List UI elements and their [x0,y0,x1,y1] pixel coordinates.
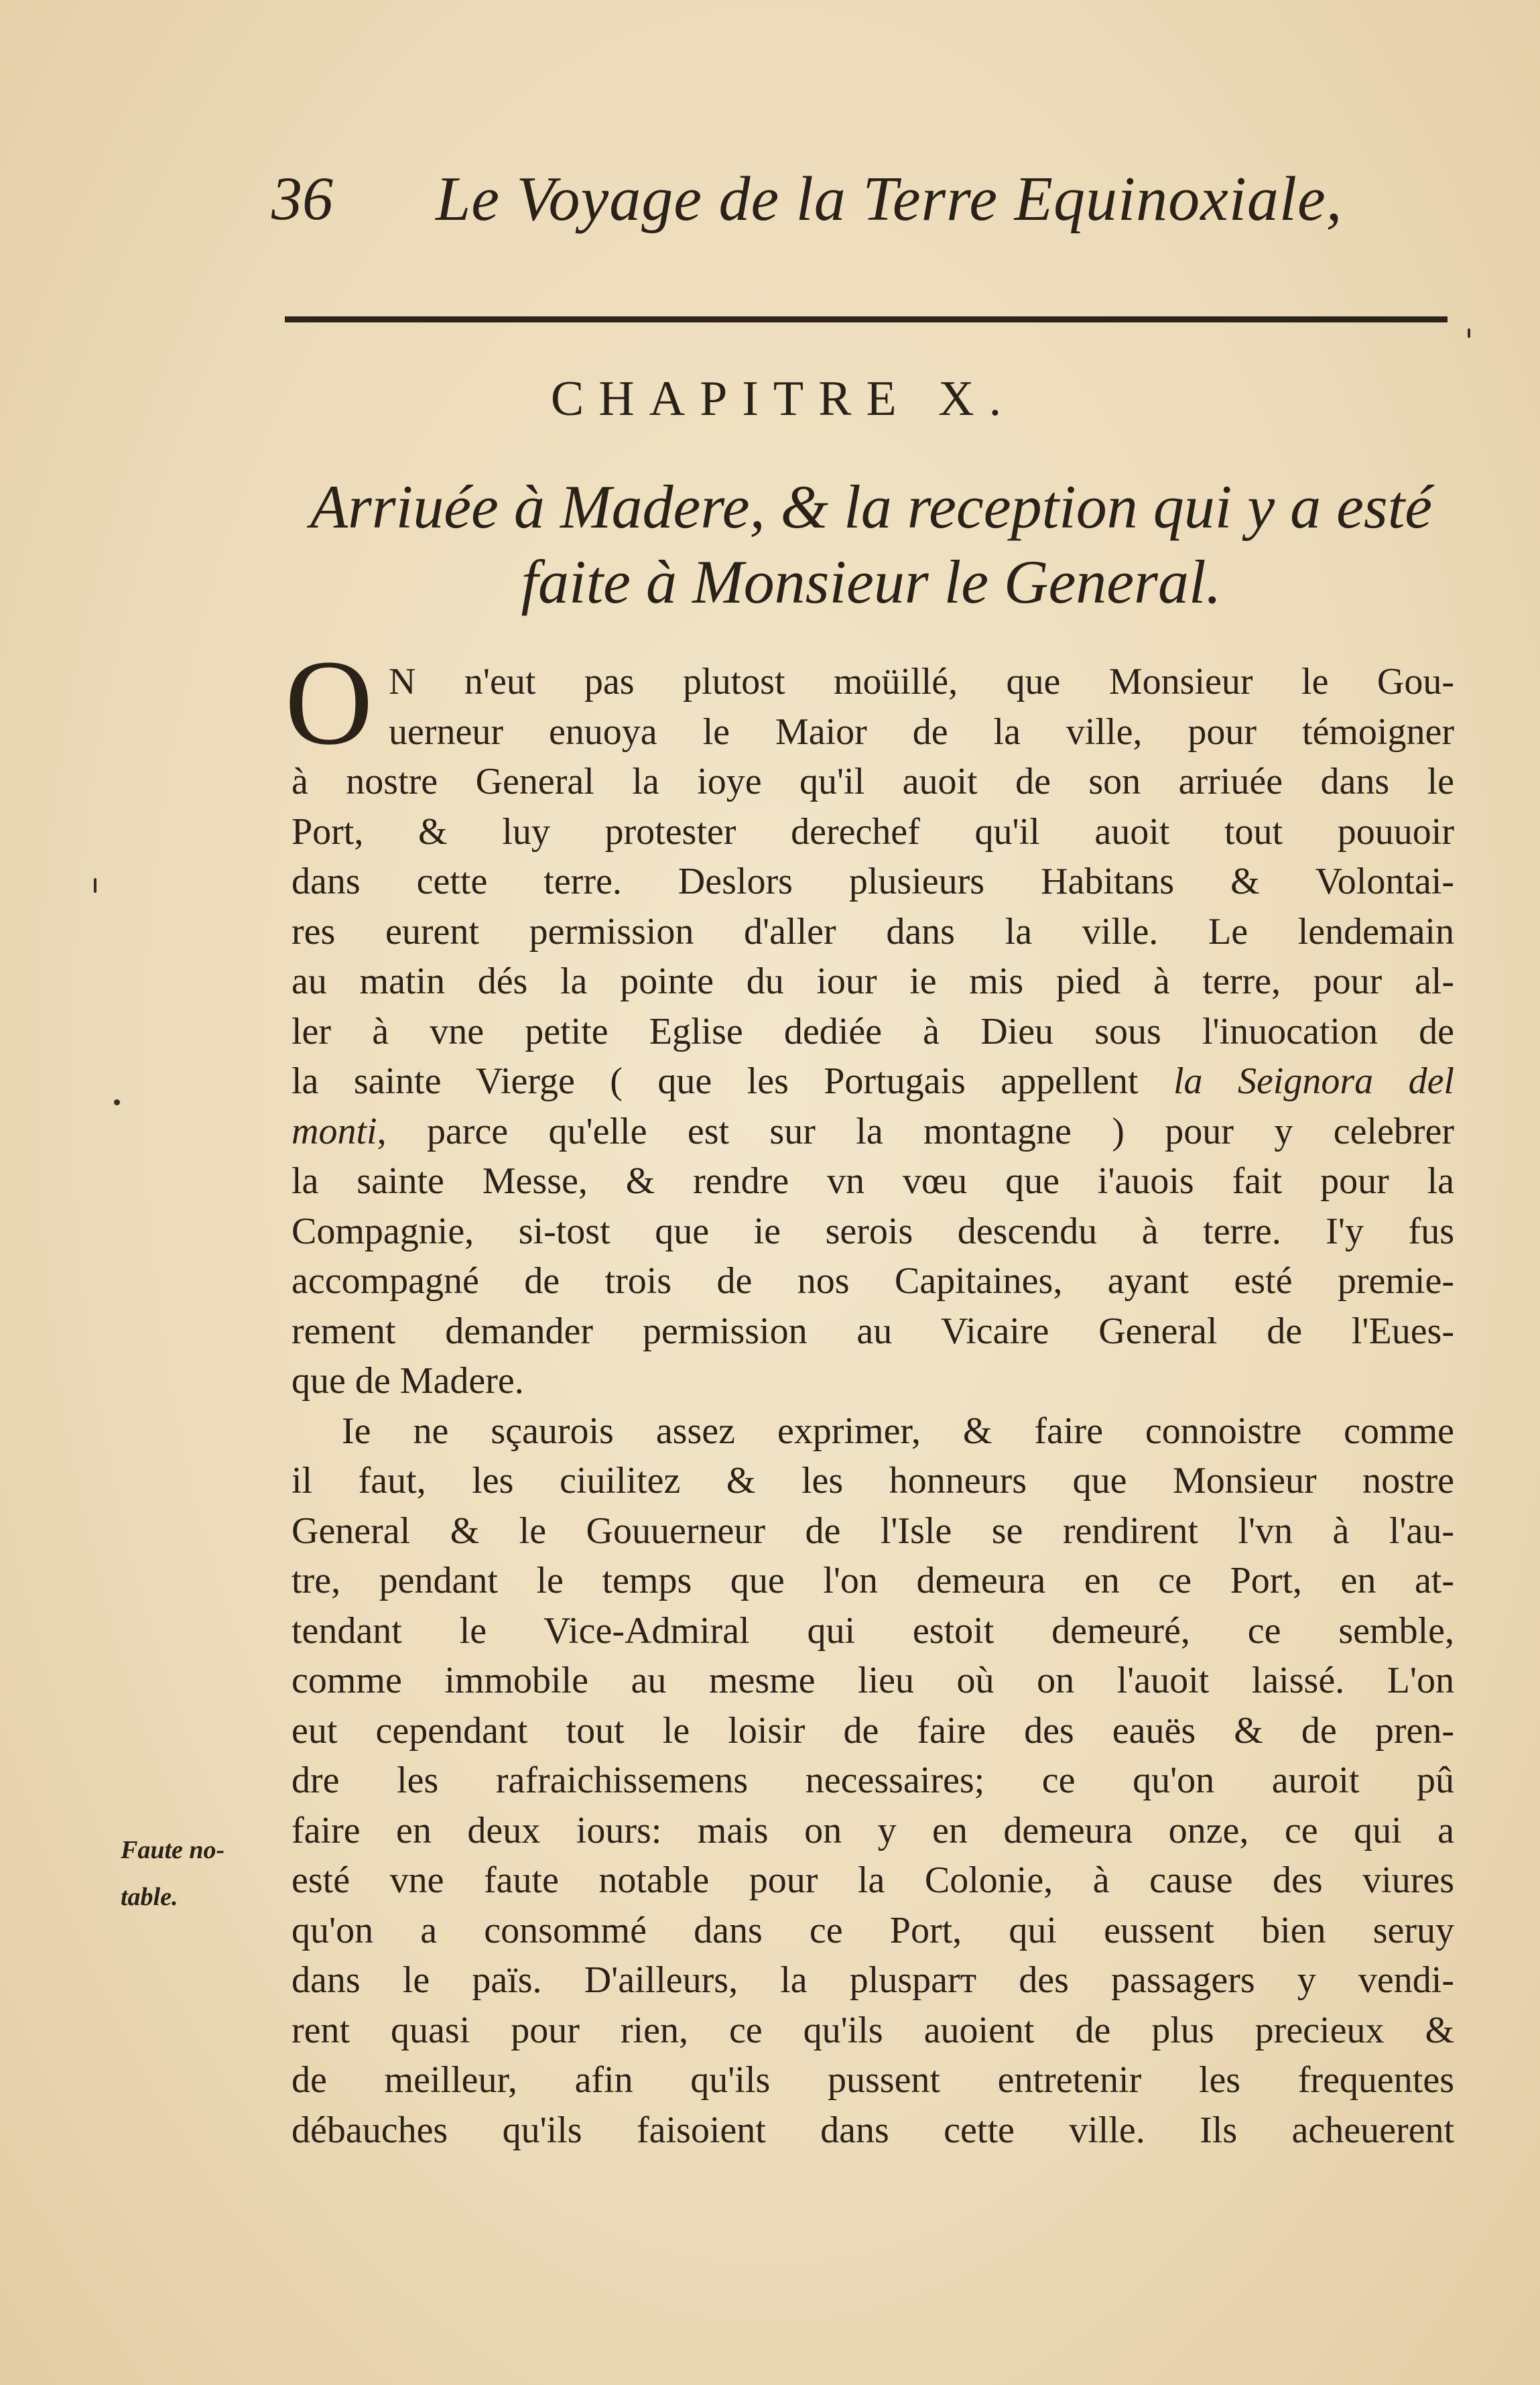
text-line: uerneur enuoya le Maior de la ville, pour témoigner [389,711,1454,753]
text-line: Ie ne sçaurois assez exprimer, & faire connoistre comme [342,1410,1454,1452]
text-line: dre les rafraichissemens necessaires; ce qu'on auroit pû [292,1760,1454,1801]
text-line: dans le païs. D'ailleurs, la plusparт des passagers y vendi- [292,1959,1454,2001]
text-line: il faut, les ciuilitez & les honneurs que Monsieur nostre [292,1460,1454,1502]
text-line: tendant le Vice-Admiral qui estoit demeuré, ce semble, [292,1609,1454,1652]
italic-phrase: la Seignora del [1173,1060,1454,1102]
text-line: esté vne faute notable pour la Colonie, à cause des viures [292,1859,1454,1901]
text-line: que de Madere. [292,1360,524,1402]
margin-note-line: Faute no- [121,1836,225,1864]
ink-speck [94,878,97,893]
page-number: 36 [271,164,333,233]
body-text [285,635,1454,2155]
text-line [292,1107,1454,1157]
text-line: tre, pendant le temps que l'on demeura en ce Port, en at- [292,1560,1454,1601]
drop-cap: O [285,635,373,770]
text-line [292,1056,1454,1107]
text-line: rement demander permission au Vicaire General de l'Eues- [292,1310,1454,1352]
chapter-title-line: faite à Monsieur le General. [521,548,1222,616]
text-line: accompagné de trois de nos Capitaines, ayant esté premie- [292,1260,1454,1302]
ink-speck [1468,328,1470,338]
chapter-title [281,469,1461,619]
margin-note-line: table. [121,1883,178,1911]
text-line: débauches qu'ils faisoient dans cette ville. Ils acheuerent [292,2109,1454,2151]
running-head [271,154,1344,241]
text-line: dans cette terre. Deslors plusieurs Habitans & Volontai- [292,861,1454,902]
text-line: res eurent permission d'aller dans la ville. Le lendemain [292,910,1454,953]
text-line: au matin dés la pointe du iour ie mis pied à terre, pour al- [292,961,1454,1002]
text-segment: , parce qu'elle est sur la montagne ) pour y celebrer [377,1110,1454,1152]
text-segment: la sainte Vierge ( que les Portugais appellent [292,1060,1173,1102]
text-line: qu'on a consommé dans ce Port, qui eussent bien seruy [292,1909,1454,1951]
italic-phrase: monti [292,1110,377,1152]
ink-speck [114,1099,120,1105]
text-line: faire en deux iours: mais on y en demeura onze, ce qui a [292,1809,1454,1851]
text-line: à nostre General la ioye qu'il auoit de son arriuée dans le [292,761,1454,802]
text-line: Port, & luy protester derechef qu'il auoit tout pouuoir [292,810,1454,853]
running-title: Le Voyage de la Terre Equinoxiale, [436,164,1343,234]
paragraph-opening [285,635,1454,770]
text-line: rent quasi pour rien, ce qu'ils auoient de plus precieux & [292,2009,1454,2051]
margin-note [121,1827,281,1920]
text-line: la sainte Messe, & rendre vn vœu que i'auois fait pour la [292,1160,1454,1202]
header-rule [285,316,1448,322]
text-line: N n'eut pas plutost moüillé, que Monsieur le Gou- [389,661,1454,702]
text-line: comme immobile au mesme lieu où on l'auoit laissé. L'on [292,1660,1454,1701]
text-line: General & le Gouuerneur de l'Isle se rendirent l'vn à l'au- [292,1510,1454,1552]
text-line: de meilleur, afin qu'ils pussent entretenir les frequentes [292,2059,1454,2101]
text-line: eut cependant tout le loisir de faire des eauës & de pren- [292,1709,1454,1752]
chapter-title-line: Arriuée à Madere, & la reception qui y a esté [310,473,1433,541]
text-line: Compagnie, si-tost que ie serois descendu à terre. I'y fus [292,1210,1454,1252]
chapter-heading: CHAPITRE X. [550,371,1017,426]
text-line: ler à vne petite Eglise dediée à Dieu sous l'inuocation de [292,1010,1454,1052]
